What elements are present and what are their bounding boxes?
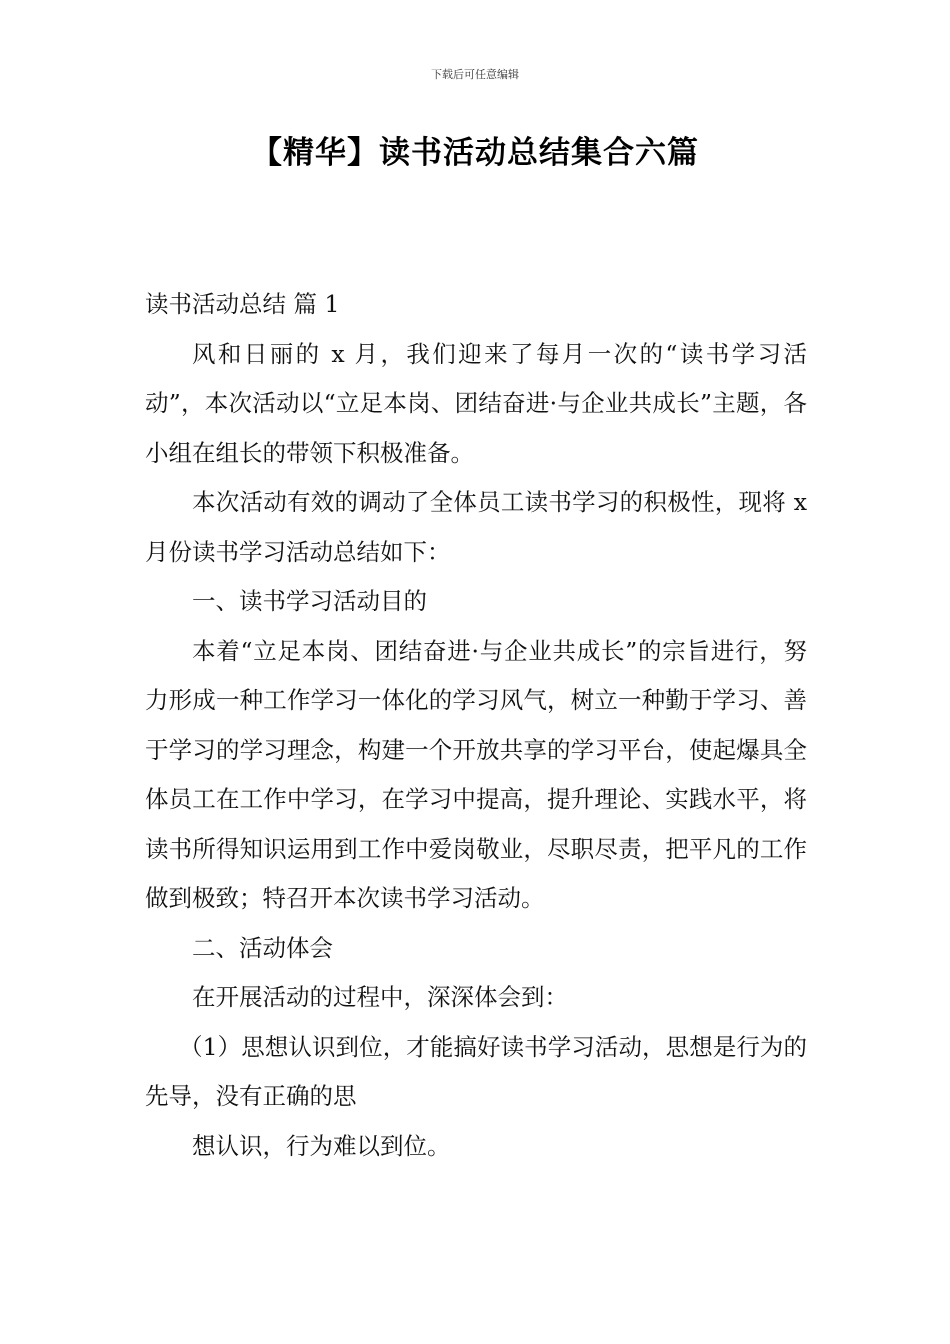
subheading-purpose: 一、读书学习活动目的 — [192, 587, 427, 615]
paragraph-point-1: （1）思想认识到位，才能搞好读书学习活动，思想是行为的先导，没有正确的思 — [145, 1032, 807, 1110]
section-heading: 读书活动总结 篇 1 — [145, 290, 340, 318]
paragraph-summary: 本次活动有效的调动了全体员工读书学习的积极性，现将 x 月份读书学习活动总结如下： — [145, 488, 807, 566]
document-body — [145, 280, 807, 1171]
paragraph-intro: 风和日丽的 x 月，我们迎来了每月一次的“读书学习活动”，本次活动以“立足本岗、团结奋进·与企业共成长”主题，各小组在组长的带领下积极准备。 — [145, 339, 807, 467]
header-note: 下载后可任意编辑 — [431, 68, 519, 81]
paragraph-point-1-continued: 想认识，行为难以到位。 — [192, 1131, 451, 1160]
document-title: 【精华】读书活动总结集合六篇 — [251, 135, 699, 171]
paragraph-purpose: 本着“立足本岗、团结奋进·与企业共成长”的宗旨进行，努力形成一种工作学习一体化的学习风气，树立一种勤于学习、善于学习的学习理念，构建一个开放共享的学习平台，使起爆具全体员工在工作中学习，在学习中提高，提升理论、实践水平，将读书所得知识运用到工作中爱岗敬业，尽职尽责，把平凡的工作做到极致；特召开本次读书学习活动。 — [145, 636, 807, 912]
paragraph-experience-intro: 在开展活动的过程中，深深体会到： — [192, 983, 568, 1011]
subheading-experience: 二、活动体会 — [192, 933, 333, 962]
